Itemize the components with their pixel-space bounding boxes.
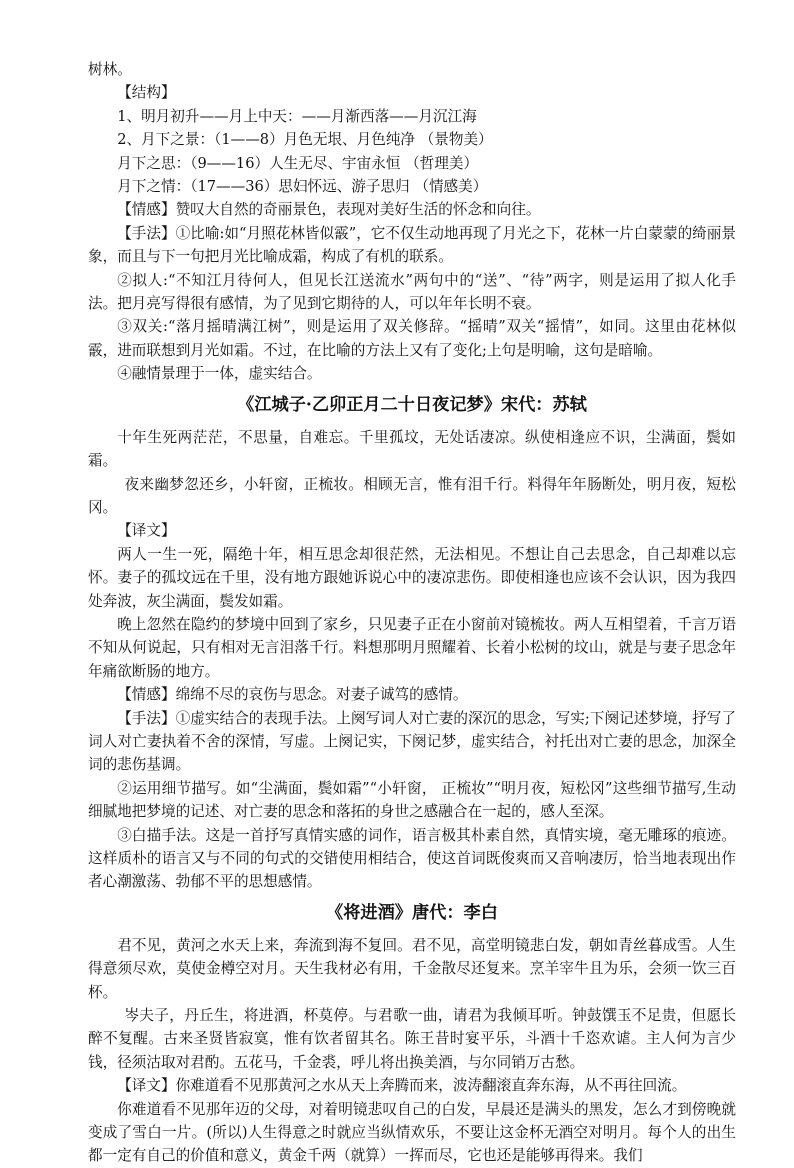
- section-chunjiang-analysis: [88, 58, 736, 386]
- paragraph: 你难道看不见那年迈的父母，对着明镜悲叹自己的白发，早晨还是满头的黑发，怎么才到傍晚就变成了雪白一片。(所以)人生得意之时就应当纵情欢乐，不要让这金杯无酒空对明月。每个人的出生都一定有自己的价值和意义，黄金千两（就算）一挥而尽，它也还是能够再得来。我们: [88, 1100, 736, 1165]
- paragraph: 两人一生一死，隔绝十年，相互思念却很茫然，无法相见。不想让自己去思念，自己却难以忘怀。妻子的孤坟远在千里，没有地方跟她诉说心中的凄凉悲伤。即使相逢也应该不会认识，因为我四处奔波，灰尘满面，鬓发如霜。: [88, 545, 736, 610]
- paragraph: 树林。: [88, 61, 132, 78]
- paragraph: ②运用细节描写。如“尘满面，鬓如霜”“小轩窗， 正梳妆”“明月夜，短松冈”这些细节描写,生动细腻地把梦境的记述、对亡妻的思念和落拓的身世之感融合在一起的，感人至深。: [88, 779, 736, 821]
- paragraph: 晚上忽然在隐约的梦境中回到了家乡，只见妻子正在小窗前对镜梳妆。两人互相望着，千言万语不知从何说起，只有相对无言泪落千行。料想那明月照耀着、长着小松树的坟山，就是与妻子思念年年痛欲断肠的地方。: [88, 615, 736, 680]
- section-qiangjinjiu: [88, 934, 736, 1168]
- document-page: [88, 58, 736, 1168]
- paragraph: ②拟人:“不知江月待何人，但见长江送流水”两句中的“送”、“待”两字，则是运用了拟人化手法。把月亮写得很有感情，为了见到它期待的人，可以年年长明不衰。: [88, 271, 736, 313]
- paragraph: 岑夫子，丹丘生，将进酒，杯莫停。与君歌一曲，请君为我倾耳听。钟鼓馔玉不足贵，但愿长醉不复醒。古来圣贤皆寂寞，惟有饮者留其名。陈王昔时宴平乐，斗酒十千恣欢谑。主人何为言少钱，径须沽取对君酌。五花马，千金裘，呼儿将出换美酒，与尔同销万古愁。: [88, 1007, 736, 1071]
- paragraph: 君不见，黄河之水天上来，奔流到海不复回。君不见，高堂明镜悲白发，朝如青丝暮成雪。人生得意须尽欢，莫使金樽空对月。天生我材必有用，千金散尽还复来。烹羊宰牛且为乐，会须一饮三百杯。: [88, 936, 736, 1001]
- paragraph: 【情感】绵绵不尽的哀伤与思念。对妻子诚笃的感情。: [117, 686, 468, 704]
- paragraph: 十年生死两茫茫，不思量，自难忘。千里孤坟，无处话凄凉。纵使相逢应不识，尘满面，鬓如霜。: [88, 428, 736, 470]
- paragraph: 月下之情：（17——36）思妇怀远、游子思归 （情感美）: [117, 178, 488, 196]
- paragraph: 【结构】: [117, 84, 176, 102]
- paragraph: 【译文】你难道看不见那黄河之水从天上奔腾而来，波涛翻滚直奔东海，从不再往回流。: [117, 1077, 687, 1095]
- paragraph: 1、明月初升——月上中天：——月渐西落——月沉江海: [117, 107, 477, 125]
- poem-title-qiangjinjiu: 《将进酒》唐代：李白: [326, 902, 498, 923]
- paragraph: 【情感】赞叹大自然的奇丽景色，表现对美好生活的怀念和向往。: [117, 201, 541, 219]
- paragraph: ③白描手法。这是一首抒写真情实感的词作，语言极其朴素自然，真情实境，毫无雕琢的痕迹。这样质朴的语言又与不同的句式的交错使用相结合，使这首词既俊爽而又音响凄厉，恰当地表现出作者心潮激荡、勃郁不平的思想感情。: [88, 826, 736, 891]
- section-jiangchengzi: [88, 426, 736, 894]
- paragraph: ④融情景理于一体，虚实结合。: [117, 365, 322, 383]
- paragraph: 【手法】①虚实结合的表现手法。上阕写词人对亡妻的深沉的思念，写实;下阕记述梦境，抒写了词人对亡妻执着不舍的深情，写虚。上阕记实，下阕记梦，虚实结合，衬托出对亡妻的思念，加深全词的悲伤基调。: [88, 709, 736, 774]
- paragraph: ③双关:“落月摇晴满江树”，则是运用了双关修辞。“摇晴”双关“摇情”，如同。这里由花林似霰，进而联想到月光如霜。不过，在比喻的方法上又有了变化;上句是明喻，这句是暗喻。: [88, 318, 736, 359]
- paragraph: 月下之思：（9——16）人生无尽、宇宙永恒 （哲理美）: [117, 154, 479, 172]
- paragraph: 2、月下之景：（1——8）月色无垠、月色纯净 （景物美）: [117, 131, 493, 149]
- paragraph: 夜来幽梦忽还乡，小轩窗，正梳妆。相顾无言，惟有泪千行。料得年年肠断处，明月夜，短松冈。: [88, 475, 736, 516]
- poem-title-jiangchengzi: 《江城子·乙卯正月二十日夜记梦》宋代：苏轼: [237, 394, 587, 415]
- paragraph: 【译文】: [117, 522, 176, 540]
- paragraph: 【手法】①比喻:如“月照花林皆似霰”，它不仅生动地再现了月光之下，花林一片白蒙蒙的绮丽景象，而且与下一句把月光比喻成霜，构成了有机的联系。: [88, 224, 736, 266]
